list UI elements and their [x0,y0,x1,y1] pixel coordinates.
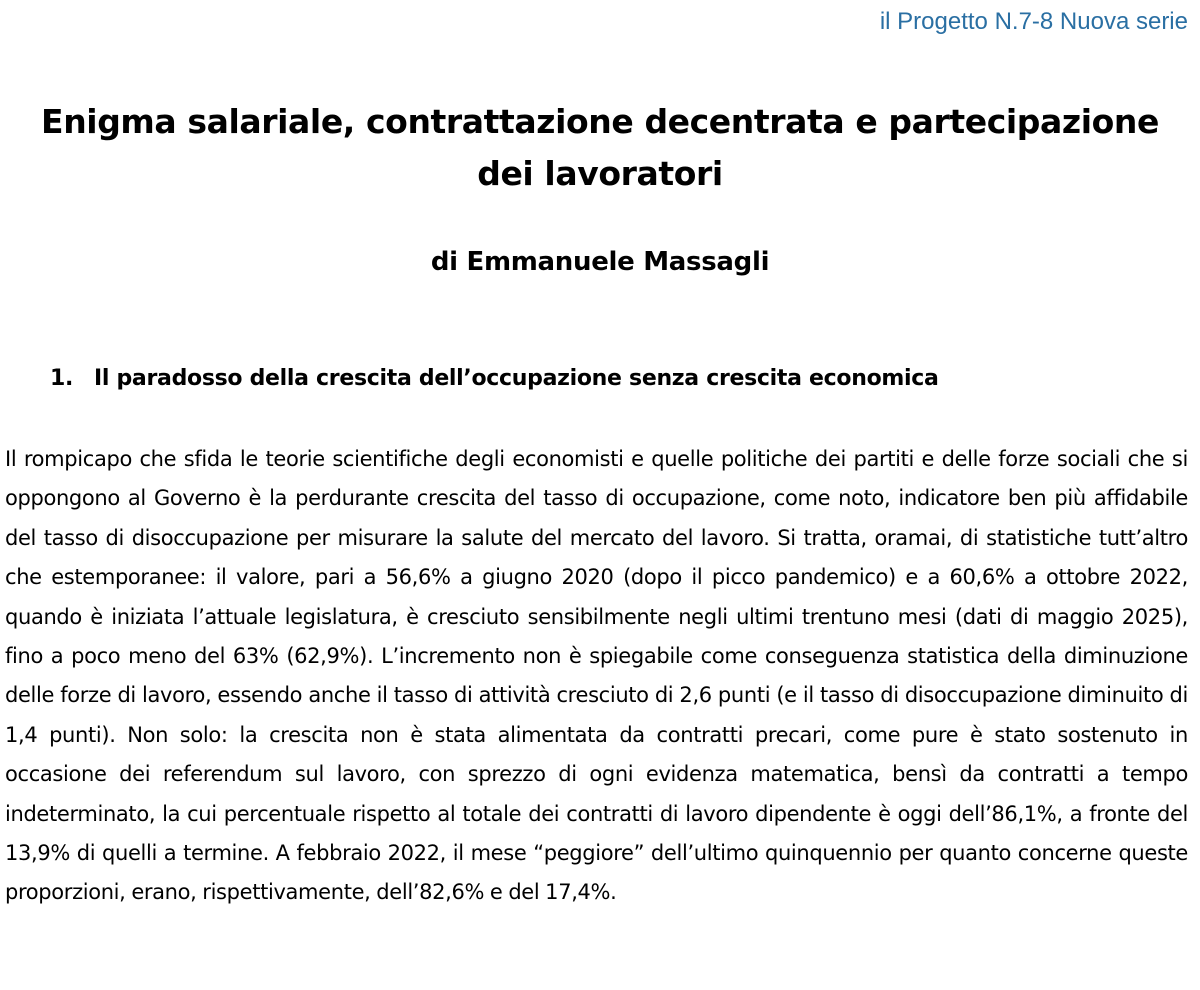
article-title: Enigma salariale, contrattazione decentrata e partecipazione dei lavoratori [41,102,1159,193]
series-label: il Progetto N.7-8 Nuova serie [879,8,1188,35]
section-number: 1. [50,366,74,391]
article-author: di Emmanuele Massagli [430,247,770,277]
body-paragraph: Il rompicapo che sfida le teorie scientifiche degli economisti e quelle politiche dei partiti e delle forze sociali che si oppongono al Governo è la perdurante crescita del tasso di occupazione, come noto, indicatore ben più affidabile del tasso di disoccupazione per misurare la salute del mercato del lavoro. Si tratta, oramai, di statistiche tutt’altro che estemporanee: il valore, pari a 56,6% a giugno 2020 (dopo il picco pandemico) e a 60,6% a ottobre 2022, quando è iniziata l’attuale legislatura, è cresciuto sensibilmente negli ultimi trentuno mesi (dati di maggio 2025), fino a poco meno del 63% (62,9%). L’incremento non è spiegabile come conseguenza statistica della diminuzione delle forze di lavoro, essendo anche il tasso di attività cresciuto di 2,6 punti (e il tasso di disoccupazione diminuito di 1,4 punti). Non solo: la crescita non è stata alimentata da contratti precari, come pure è stato sostenuto in occasione dei referendum sul lavoro, con sprezzo di ogni evidenza matematica, bensì da contratti a tempo indeterminato, la cui percentuale rispetto al totale dei contratti di lavoro dipendente è oggi dell’86,1%, a fronte del 13,9% di quelli a termine. A febbraio 2022, il mese “peggiore” dell’ultimo quinquennio per quanto concerne queste proporzioni, erano, rispettivamente, dell’82,6% e del 17,4%. [5,447,1188,905]
section-heading [50,362,939,396]
section-heading-text: Il paradosso della crescita dell’occupazione senza crescita economica [94,366,939,391]
